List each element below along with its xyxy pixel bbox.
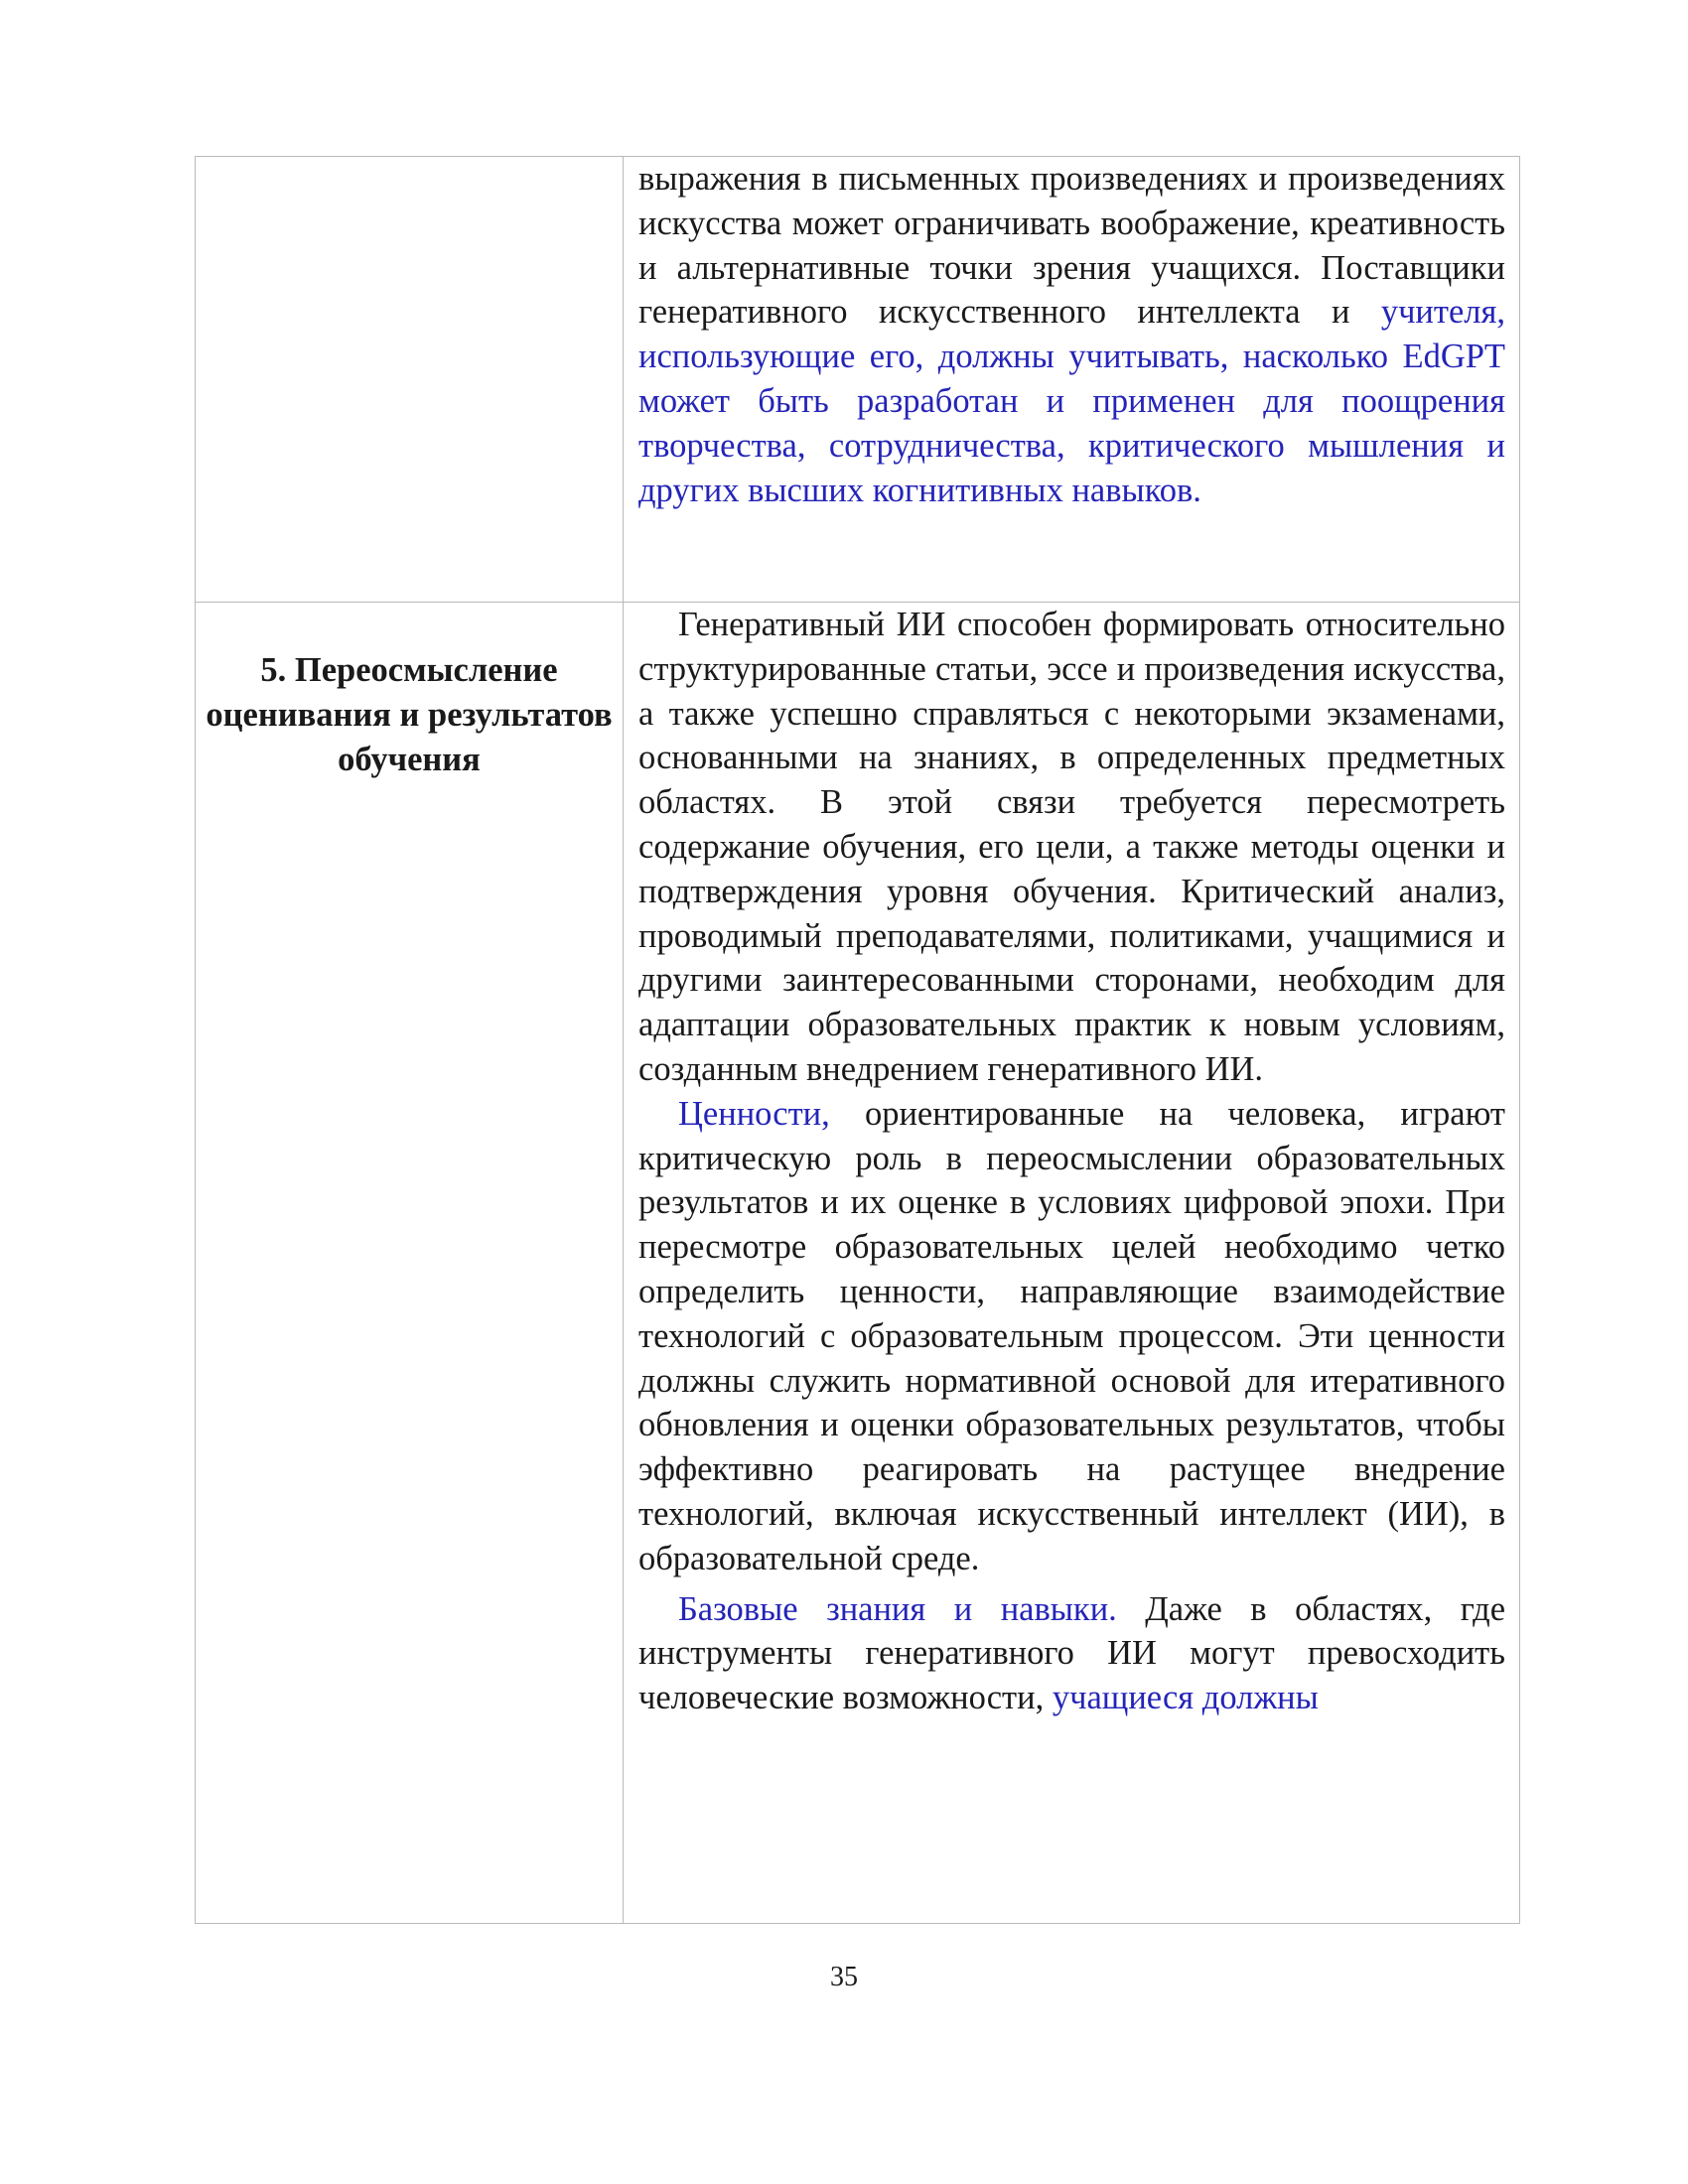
paragraph-1: Генеративный ИИ способен формировать относительно структурированные статьи, эссе и произведения искусства, а также успешно справляться с некоторыми экзаменами, основанными на знаниях, в определенных предметных областях. В этой связи требуется пересмотреть содержание обучения, его цели, а также методы оценки и подтверждения уровня обучения. Критический анализ, проводимый преподавателями, политиками, учащимися и другими заинтересованными сторонами, необходим для адаптации образовательных практик к новым условиям, созданным внедрением генеративного ИИ. — [638, 606, 1505, 1088]
row1-right-cell — [624, 157, 1520, 603]
row2-text — [624, 603, 1519, 1720]
page-number: 35 — [830, 1962, 858, 1992]
table-row — [196, 157, 1520, 603]
paragraph-3-text: Даже в областях, где инструменты генеративного ИИ могут превосходить человеческие возможности, — [638, 1589, 1506, 1717]
row1-text — [624, 157, 1519, 512]
paragraph-2-highlight: Ценности, — [678, 1094, 830, 1133]
paragraph-3-highlight: Базовые знания и навыки. — [678, 1589, 1117, 1628]
row2-right-cell — [624, 603, 1520, 1924]
section-heading: 5. Переосмысление оценивания и результатов обучения — [206, 651, 613, 778]
paragraph-3 — [638, 1587, 1505, 1720]
paragraph-3-tail-highlight: учащиеся должны — [1052, 1679, 1319, 1717]
row1-highlight-text: учителя, использующие его, должны учитывать, насколько EdGPT может быть разработан и применен для поощрения творчества, сотрудничества, критического мышления и других высших когнитивных навыков. — [638, 293, 1505, 509]
row2-left-cell — [196, 603, 624, 1924]
paragraph-2 — [638, 1092, 1505, 1581]
table-row — [196, 603, 1520, 1924]
paragraph-2-text: ориентированные на человека, играют критическую роль в переосмыслении образовательных результатов и их оценке в условиях цифровой эпохи. При пересмотре образовательных целей необходимо четко определить ценности, направляющие взаимодействие технологий с образовательным процессом. Эти ценности должны служить нормативной основой для итеративного обновления и оценки образовательных результатов, чтобы эффективно реагировать на растущее внедрение технологий, включая искусственный интеллект (ИИ), в образовательной среде. — [638, 1094, 1505, 1577]
content-table — [195, 156, 1520, 1924]
row1-left-cell — [196, 157, 624, 603]
row1-plain-text: выражения в письменных произведениях и произведениях искусства может ограничивать воображение, креативность и альтернативные точки зрения учащихся. Поставщики генеративного искусственного интеллекта и — [638, 160, 1505, 332]
